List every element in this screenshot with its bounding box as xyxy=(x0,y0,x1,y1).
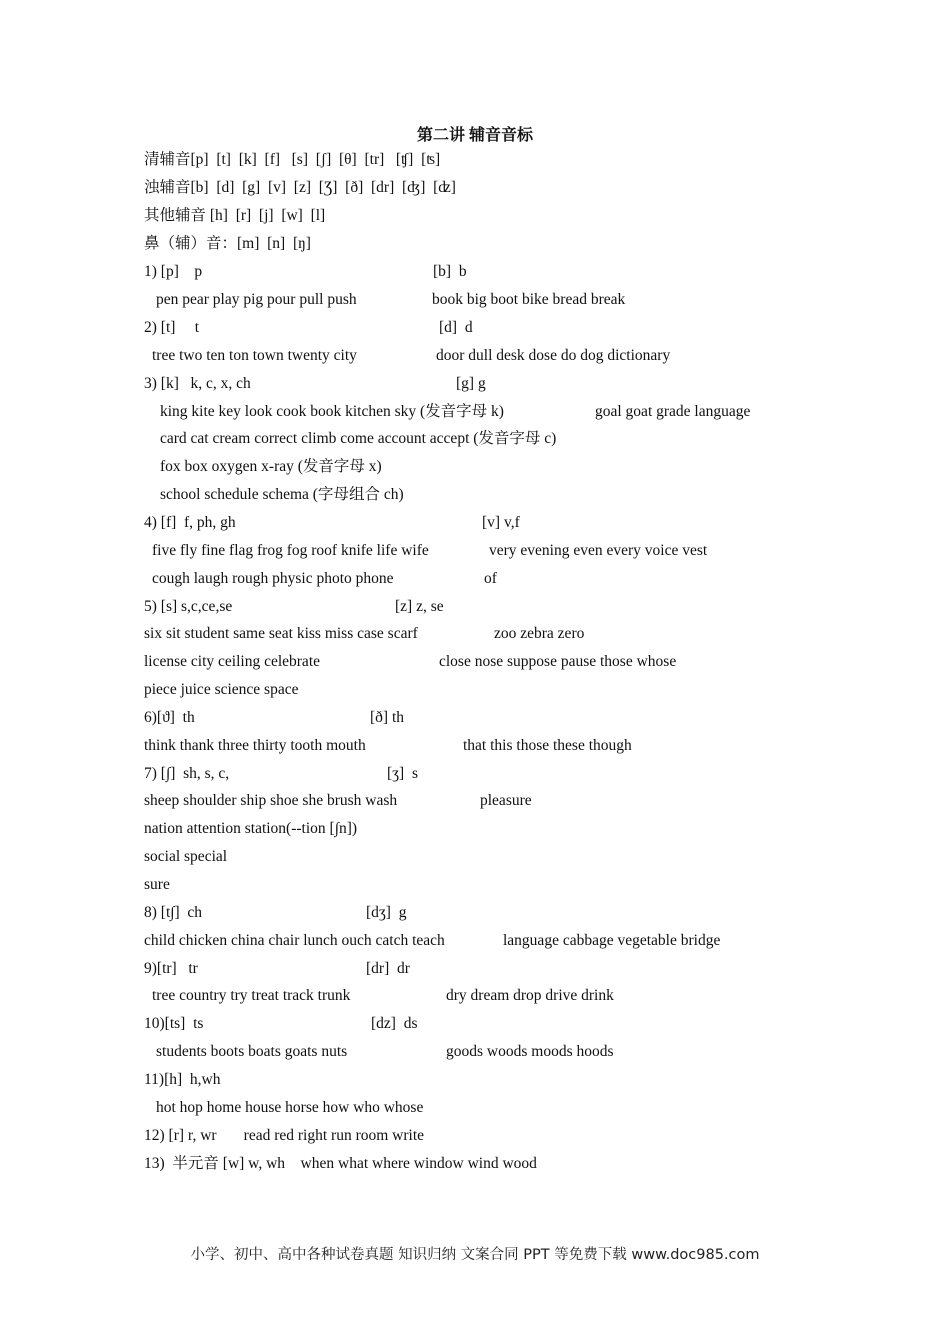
example-words-paired: that this those these though xyxy=(463,737,632,754)
nasal-consonants: 鼻（辅）音：[m] [n] [ŋ] xyxy=(144,235,311,252)
section-line: 13) 半元音 [w] w, wh when what where window wind wood xyxy=(144,1155,537,1172)
example-words: students boots boats goats nuts xyxy=(156,1043,348,1060)
example-words: six sit student same seat kiss miss case scarf xyxy=(144,625,418,642)
example-words-paired: very evening even every voice vest xyxy=(489,542,708,559)
section-heading-paired: [b] b xyxy=(433,263,467,280)
section-heading-paired: [dr] dr xyxy=(366,960,410,977)
example-words-paired: dry dream drop drive drink xyxy=(446,987,614,1004)
section-line: 12) [r] r, wr read red right run room write xyxy=(144,1127,425,1144)
example-words: tree country try treat track trunk xyxy=(152,987,351,1004)
example-words-paired: book big boot bike bread break xyxy=(432,291,626,308)
section-heading: 8) [t∫] ch xyxy=(144,904,203,921)
example-words-paired: zoo zebra zero xyxy=(494,625,585,642)
example-words: sure xyxy=(144,876,170,893)
example-words: think thank three thirty tooth mouth xyxy=(144,737,366,754)
example-words: card cat cream correct climb come account accept (发音字母 c) xyxy=(160,430,557,447)
voiceless-consonants: 清辅音[p] [t] [k] [f] [s] [ʃ] [θ] [tr] [ʧ] [ʦ] xyxy=(144,151,441,168)
example-words-paired: of xyxy=(484,570,497,587)
example-words: sheep shoulder ship shoe she brush wash xyxy=(144,792,398,809)
page-title: 第二讲 辅音音标 xyxy=(416,127,533,144)
section-heading-paired: [ð] th xyxy=(370,709,405,726)
example-words: nation attention station(--tion [∫n]) xyxy=(144,820,358,837)
section-heading-paired: [g] g xyxy=(456,375,486,392)
section-heading-paired: [ʒ] s xyxy=(387,765,418,782)
section-heading-paired: [v] v,f xyxy=(482,514,520,531)
section-heading: 2) [t] t xyxy=(144,319,200,336)
section-heading-paired: [d] d xyxy=(439,319,473,336)
section-heading: 1) [p] p xyxy=(144,263,203,280)
example-words: license city ceiling celebrate xyxy=(144,653,321,670)
example-words-paired: close nose suppose pause those whose xyxy=(439,653,677,670)
section-heading: 7) [∫] sh, s, c, xyxy=(144,765,230,782)
section-heading-paired: [dz] ds xyxy=(371,1015,418,1032)
example-words: cough laugh rough physic photo phone xyxy=(152,570,394,587)
example-words: fox box oxygen x-ray (发音字母 x) xyxy=(160,458,382,475)
example-words-paired: goal goat grade language xyxy=(595,403,751,420)
section-heading: 6)[ϑ] th xyxy=(144,709,195,726)
example-words-paired: pleasure xyxy=(480,792,532,809)
voiced-consonants: 浊辅音[b] [d] [g] [v] [z] [Ʒ] [ð] [dr] [ʤ] [ʣ] xyxy=(144,179,456,196)
example-words: king kite key look cook book kitchen sky (发音字母 k) xyxy=(160,403,504,420)
section-heading-paired: [z] z, se xyxy=(395,598,444,615)
example-words: piece juice science space xyxy=(144,681,299,698)
example-words: pen pear play pig pour pull push xyxy=(156,291,357,308)
section-heading: 9)[tr] tr xyxy=(144,960,198,977)
section-heading: 3) [k] k, c, x, ch xyxy=(144,375,251,392)
section-heading: 5) [s] s,c,ce,se xyxy=(144,598,233,615)
other-consonants: 其他辅音 [h] [r] [j] [w] [l] xyxy=(144,207,326,224)
section-heading-paired: [dʒ] g xyxy=(366,904,407,921)
example-words-paired: goods woods moods hoods xyxy=(446,1043,614,1060)
footer-text: 小学、初中、高中各种试卷真题 知识归纳 文案合同 PPT 等免费下载 www.doc985.com xyxy=(190,1247,760,1263)
section-heading: 4) [f] f, ph, gh xyxy=(144,514,236,531)
example-words: five fly fine flag frog fog roof knife life wife xyxy=(152,542,429,559)
example-words: child chicken china chair lunch ouch catch teach xyxy=(144,932,445,949)
section-heading: 10)[ts] ts xyxy=(144,1015,204,1032)
example-words-paired: door dull desk dose do dog dictionary xyxy=(436,347,671,364)
example-words: hot hop home house horse how who whose xyxy=(156,1099,424,1116)
example-words: social special xyxy=(144,848,228,865)
example-words-paired: language cabbage vegetable bridge xyxy=(503,932,721,949)
section-heading: 11)[h] h,wh xyxy=(144,1071,221,1088)
example-words: school schedule schema (字母组合 ch) xyxy=(160,486,404,503)
example-words: tree two ten ton town twenty city xyxy=(152,347,357,364)
